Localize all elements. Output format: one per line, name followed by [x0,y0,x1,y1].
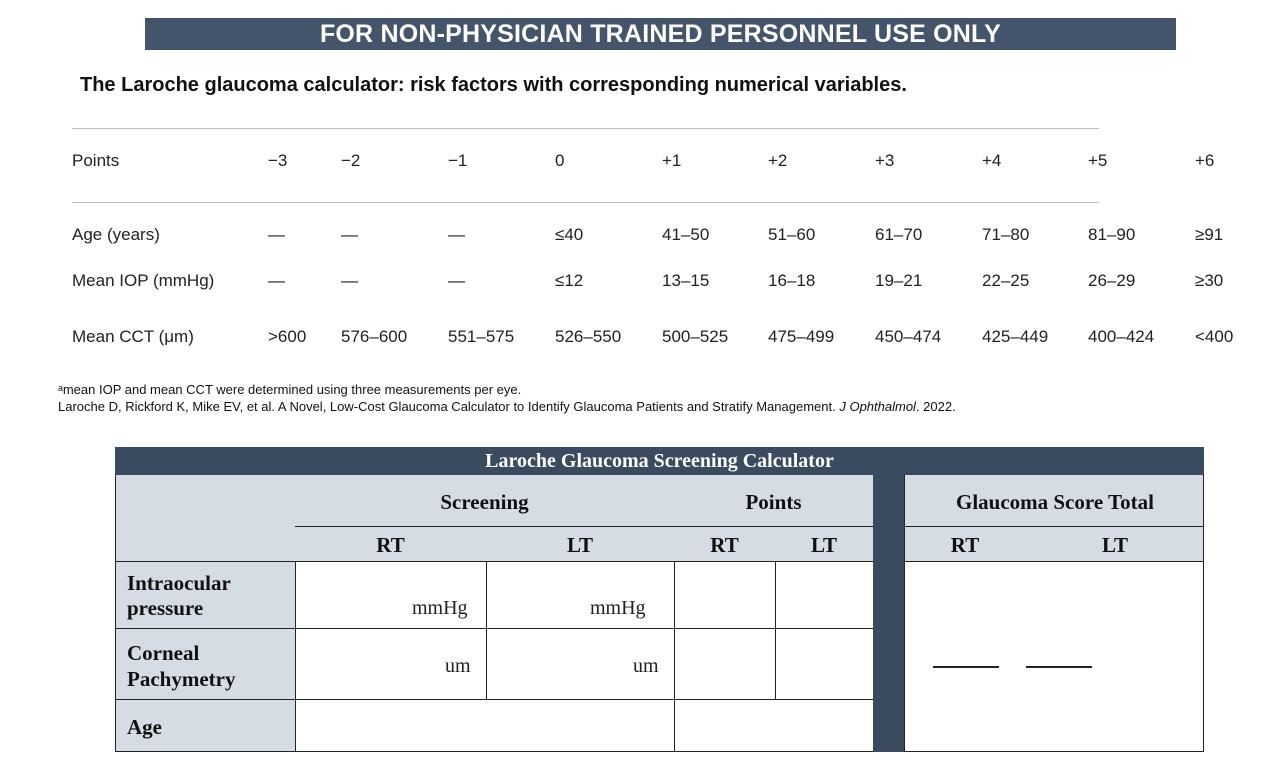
screening-lt-header: LT [566,532,594,557]
points-value: +4 [982,151,1002,170]
risk-table-cell: 19–21 [875,271,923,290]
points-value: +2 [768,151,788,170]
risk-table-cell: 51–60 [768,225,816,244]
footnote-measurement: ᵃmean IOP and mean CCT were determined using three measurements per eye. [58,382,522,397]
risk-table-cell: 425–449 [982,327,1049,346]
age-input[interactable] [296,700,673,751]
risk-table-cell: 400–424 [1088,327,1155,346]
points-label: Points [72,151,120,170]
score-lt-blank[interactable] [1026,666,1092,668]
risk-factor-label: Mean CCT (μm) [72,327,194,346]
risk-table-header-row [0,151,1280,175]
risk-table-cell: ≤12 [555,271,584,290]
risk-factor-label: Age (years) [72,225,160,244]
footnote-citation [58,399,956,414]
screening-header: Screening [440,489,529,514]
risk-factor-label: Mean IOP (mmHg) [72,271,215,290]
cct-points-lt[interactable] [776,629,872,699]
risk-table-cell: 475–499 [768,327,835,346]
risk-table-cell: 526–550 [555,327,622,346]
grid-line [115,628,873,629]
risk-table-cell: 71–80 [982,225,1030,244]
risk-table-cell: 81–90 [1088,225,1136,244]
risk-table-cell: >600 [268,327,307,346]
risk-table-cell: — [268,271,285,290]
risk-table-cell: ≥30 [1195,271,1224,290]
grid-line [775,561,776,700]
points-value: +6 [1195,151,1215,170]
points-value: +1 [662,151,682,170]
cct-points-rt[interactable] [675,629,774,699]
row-label-iop: Intraocular pressure [127,571,231,620]
page-title: The Laroche glaucoma calculator: risk factors with corresponding numerical variables. [80,74,907,96]
risk-table-cell: 26–29 [1088,271,1136,290]
row-label-age: Age [127,715,162,739]
points-value: −3 [268,151,288,170]
citation-journal: J Ophthalmol [839,399,916,414]
grid-line [115,561,873,562]
iop-rt-unit: mmHg [412,597,468,619]
points-header: Points [745,489,802,514]
risk-table-row [0,225,1280,249]
iop-lt-unit: mmHg [590,597,646,619]
risk-table-cell: ≥91 [1195,225,1224,244]
separator-column [873,475,905,752]
risk-table-cell: 41–50 [662,225,710,244]
table-header-rule [72,202,1099,203]
grid-line [1203,475,1204,752]
risk-table-cell: <400 [1195,327,1234,346]
risk-table-cell: 500–525 [662,327,729,346]
cct-lt-unit: um [633,655,659,677]
grid-line [295,561,296,752]
score-lt-header: LT [1101,532,1129,557]
risk-table-cell: ≤40 [555,225,584,244]
cct-rt-unit: um [445,655,471,677]
risk-table-cell: 450–474 [875,327,942,346]
grid-line [486,561,487,700]
risk-table-cell: — [341,271,358,290]
points-value: +5 [1088,151,1108,170]
table-top-rule [72,128,1099,129]
risk-table-cell: 61–70 [875,225,923,244]
header-divider-right [905,526,1204,527]
risk-table-cell: — [268,225,285,244]
risk-table-cell: — [448,271,465,290]
risk-table-cell: 576–600 [341,327,408,346]
points-value: −2 [341,151,361,170]
grid-line [674,561,675,752]
points-value: +3 [875,151,895,170]
grid-line [115,751,873,752]
citation-year: . 2022. [915,399,956,414]
points-rt-header: RT [710,532,739,557]
score-total-header: Glaucoma Score Total [956,489,1154,514]
calculator-title: Laroche Glaucoma Screening Calculator [115,447,1204,475]
citation-text: Laroche D, Rickford K, Mike EV, et al. A Novel, Low-Cost Glaucoma Calculator to Identify Glaucoma Patients and Stratify Management. [58,399,840,414]
row-label-pachymetry: Corneal Pachymetry [127,641,236,691]
risk-table-cell: 22–25 [982,271,1030,290]
risk-table-cell: 16–18 [768,271,816,290]
risk-table-cell: 13–15 [662,271,710,290]
screening-rt-header: RT [376,532,405,557]
risk-table-row [0,271,1280,295]
risk-table-cell: — [341,225,358,244]
screening-calculator [115,447,1204,752]
score-rt-header: RT [950,532,980,557]
usage-banner: FOR NON-PHYSICIAN TRAINED PERSONNEL USE ONLY [145,18,1176,50]
iop-points-rt[interactable] [675,562,774,628]
points-value: −1 [448,151,468,170]
score-rt-blank[interactable] [933,666,999,668]
grid-line [904,475,905,752]
grid-line [905,751,1204,752]
iop-points-lt[interactable] [776,562,872,628]
grid-line [115,475,116,752]
risk-table-cell: 551–575 [448,327,515,346]
risk-table-row [0,327,1280,351]
grid-line [115,699,873,700]
age-points[interactable] [675,700,872,751]
points-lt-header: LT [810,532,838,557]
grid-line [905,561,1204,562]
points-value: 0 [555,151,565,170]
risk-table-cell: — [448,225,465,244]
header-divider-left [295,526,873,527]
